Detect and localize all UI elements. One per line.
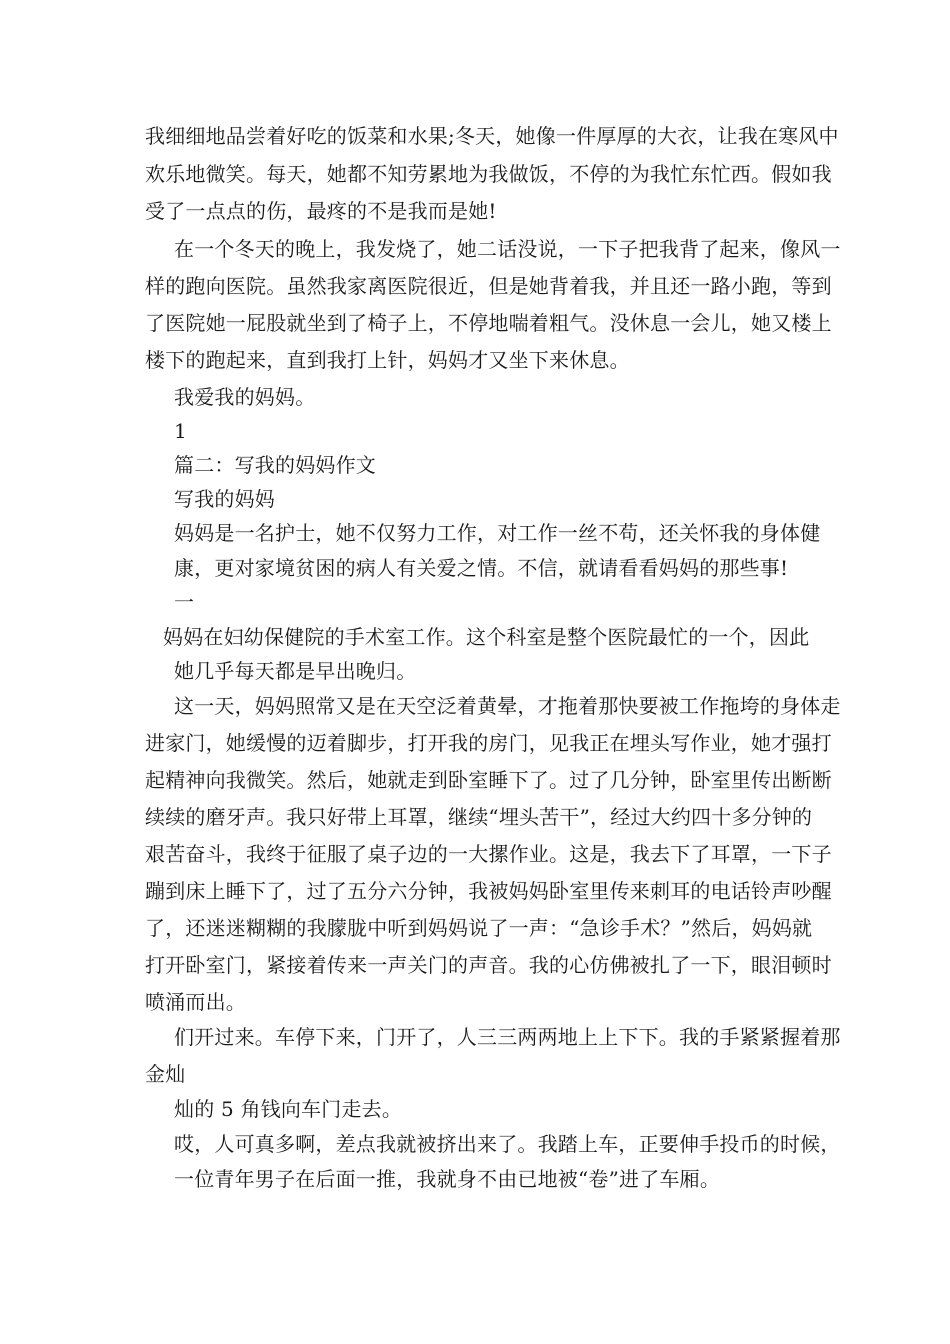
text-line: 楼下的跑起来，直到我打上针，妈妈才又坐下来休息。 <box>145 348 630 372</box>
text-line: 哎，人可真多啊，差点我就被挤出来了。我踏上车，正要伸手投币的时候， <box>174 1132 841 1156</box>
text-line: 蹦到床上睡下了，过了五分六分钟，我被妈妈卧室里传来刺耳的电话铃声吵醒 <box>145 879 832 903</box>
section-marker: 一 <box>174 590 195 614</box>
text-line: 喷涌而出。 <box>145 990 246 1014</box>
text-line: 进家门，她缓慢的迈着脚步，打开我的房门，见我正在埋头写作业，她才强打 <box>145 731 832 755</box>
text-line: 我爱我的妈妈。 <box>174 385 316 409</box>
text-line: 艰苦奋斗，我终于征服了桌子边的一大摞作业。这是，我去下了耳罩，一下子 <box>145 842 832 866</box>
text-line: 妈妈是一名护士，她不仅努力工作，对工作一丝不苟，还关怀我的身体健 <box>174 521 821 545</box>
text-line: 起精神向我微笑。然后，她就走到卧室睡下了。过了几分钟，卧室里传出断断 <box>145 768 832 792</box>
text-line: 这一天，妈妈照常又是在天空泛着黄晕，才拖着那快要被工作拖垮的身体走 <box>174 694 841 718</box>
text-line: 她几乎每天都是早出晚归。 <box>174 659 417 683</box>
text-line: 康，更对家境贫困的病人有关爱之情。不信，就请看看妈妈的那些事! <box>174 556 789 580</box>
text-line: 打开卧室门，紧接着传来一声关门的声音。我的心仿佛被扎了一下，眼泪顿时 <box>145 953 832 977</box>
text-line: 欢乐地微笑。每天，她都不知劳累地为我做饭，不停的为我忙东忙西。假如我 <box>145 162 832 186</box>
text-line: 了医院她一屁股就坐到了椅子上，不停地喘着粗气。没休息一会儿，她又楼上 <box>145 311 832 335</box>
text-line: 们开过来。车停下来，门开了，人三三两两地上上下下。我的手紧紧握着那 <box>174 1025 841 1049</box>
page-number: 1 <box>174 419 187 443</box>
text-line: 受了一点点的伤，最疼的不是我而是她! <box>145 199 497 223</box>
text-line: 妈妈在妇幼保健院的手术室工作。这个科室是整个医院最忙的一个，因此 <box>163 625 810 649</box>
text-line: 续续的磨牙声。我只好带上耳罩，继续“埋头苦干”，经过大约四十多分钟的 <box>145 805 813 829</box>
essay-title: 写我的妈妈 <box>174 487 275 511</box>
text-line: 一位青年男子在后面一推，我就身不由已地被“卷”进了车厢。 <box>174 1167 721 1191</box>
text-line: 了，还迷迷糊糊的我朦胧中听到妈妈说了一声：“急诊手术？”然后，妈妈就 <box>145 916 813 940</box>
text-line: 我细细地品尝着好吃的饭菜和水果;冬天，她像一件厚厚的大衣，让我在寒风中 <box>145 124 839 148</box>
section-heading: 篇二：写我的妈妈作文 <box>174 453 376 477</box>
text-line: 样的跑向医院。虽然我家离医院很近，但是她背着我，并且还一路小跑，等到 <box>145 274 832 298</box>
text-line: 金灿 <box>145 1062 186 1086</box>
text-line: 灿的 5 角钱向车门走去。 <box>174 1097 403 1121</box>
text-line: 在一个冬天的晚上，我发烧了，她二话没说，一下子把我背了起来，像风一 <box>174 237 841 261</box>
